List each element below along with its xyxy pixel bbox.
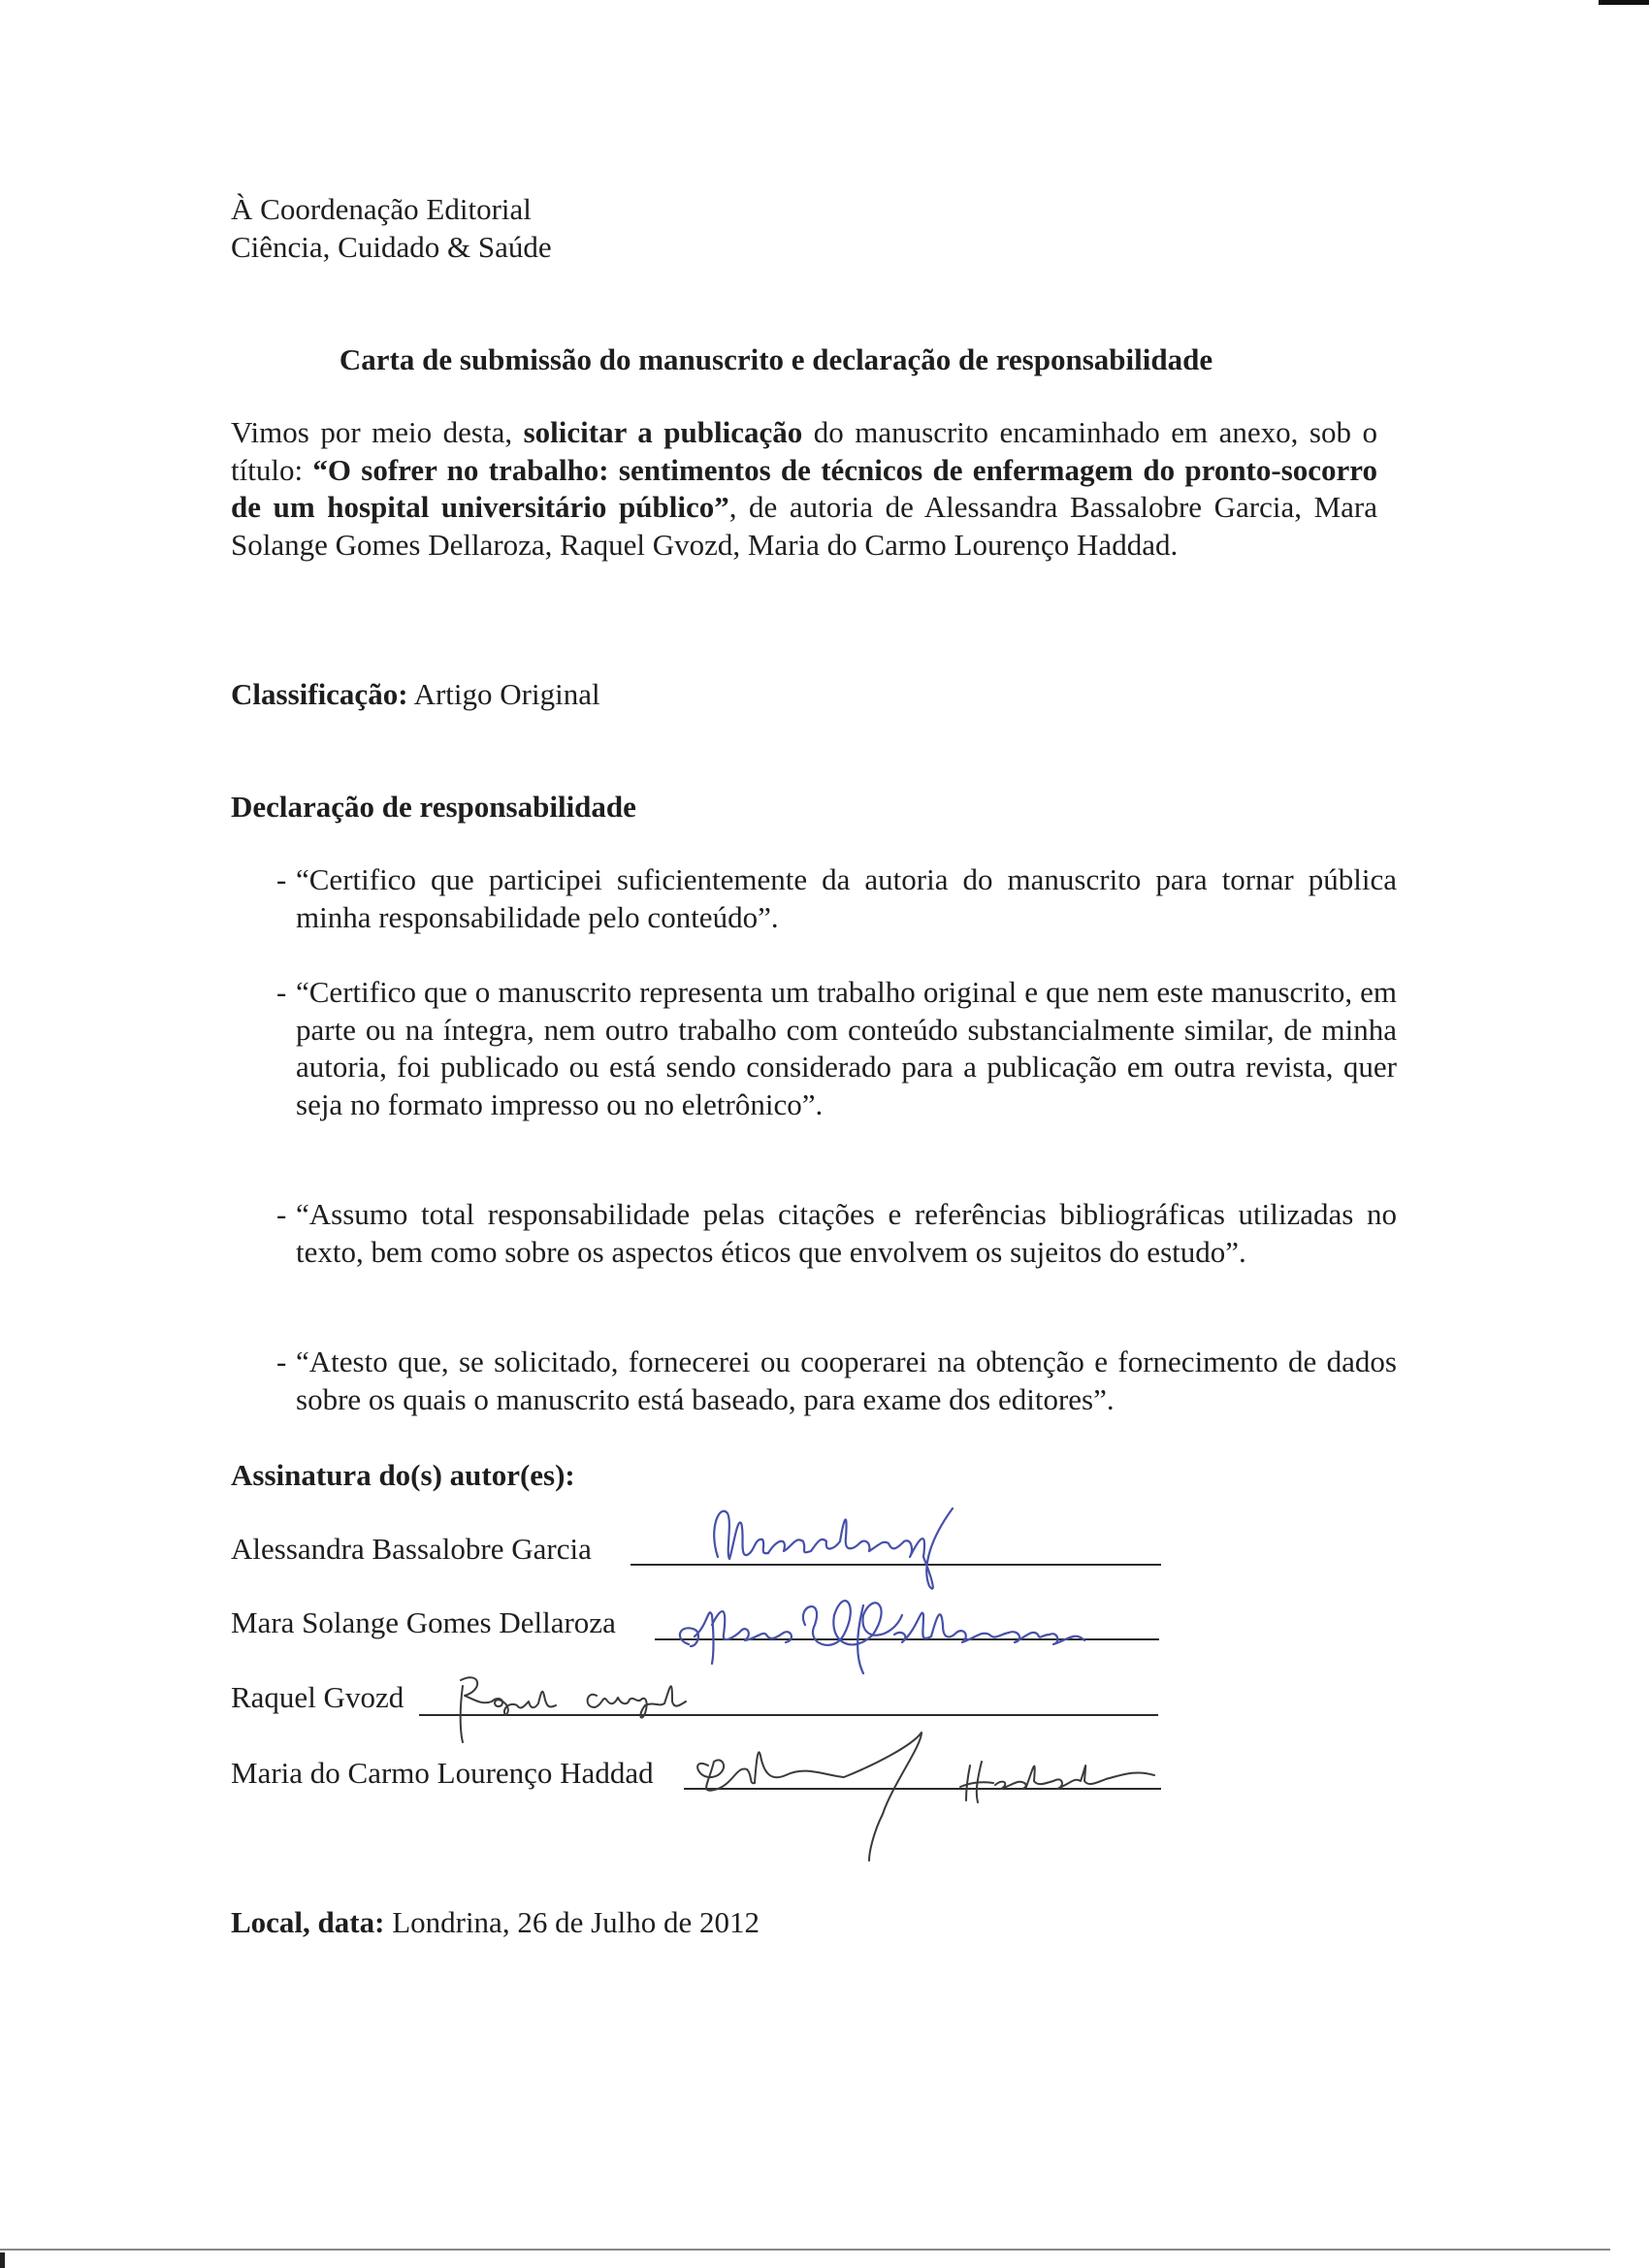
signature-stroke: [714, 1508, 953, 1589]
recipient-line-1: À Coordenação Editorial: [231, 192, 532, 226]
declaration-item-text: “Atesto que, se solicitado, fornecerei ou cooperarei na obtenção e fornecimento de dados sobre os quais o manuscrito está baseado, para exame dos editores”.: [296, 1345, 1397, 1416]
place-date-value: Londrina, 26 de Julho de 2012: [384, 1905, 760, 1939]
signature-stroke: [697, 1733, 1154, 1861]
scan-bottom-edge: [0, 2249, 1610, 2251]
signature-stroke: [680, 1601, 1084, 1673]
intro-bold-request: solicitar a publicação: [523, 415, 803, 449]
place-date: [231, 1904, 760, 1941]
author-name: Alessandra Bassalobre Garcia: [231, 1532, 592, 1566]
declaration-item-text: “Assumo total responsabilidade pelas citações e referências bibliográficas utilizadas no texto, bem como sobre os aspectos éticos que envolvem os sujeitos do estudo”.: [296, 1197, 1397, 1269]
intro-text-1: Vimos por meio desta,: [231, 415, 524, 449]
author-name: Maria do Carmo Lourenço Haddad: [231, 1756, 654, 1790]
scan-bottom-mark: [0, 2252, 5, 2268]
manuscript-title: “O sofrer no trabalho: sentimentos de técnicos de enfermagem do pronto-socorro de um hospital universitário público”: [231, 452, 1377, 525]
bullet-dash: -: [276, 1345, 287, 1378]
author-name: Raquel Gvozd: [231, 1680, 404, 1714]
declaration-heading: Declaração de responsabilidade: [231, 790, 636, 824]
intro-text-3: , de autoria de Alessandra Bassalobre Garcia, Mara Solange Gomes Dellaroza, Raquel Gvozd, Maria do Carmo Lourenço Haddad.: [231, 490, 1377, 562]
declaration-item-text: “Certifico que participei suficientemente da autoria do manuscrito para tornar pública minha responsabilidade pelo conteúdo”.: [296, 862, 1397, 934]
signatures-heading: Assinatura do(s) autor(es):: [231, 1458, 575, 1492]
recipient-line-2: Ciência, Cuidado & Saúde: [231, 230, 552, 264]
author-name: Mara Solange Gomes Dellaroza: [231, 1605, 616, 1639]
intro-text-2: do manuscrito encaminhado em anexo, sob o título:: [231, 415, 1378, 487]
declaration-item-text: “Certifico que o manuscrito representa um trabalho original e que nem este manuscrito, em parte ou na íntegra, nem outro trabalho com conteúdo substancialmente similar, de minha autoria, foi publicado ou está sendo considerado para a publicação em outra revista, quer seja no formato impresso ou no eletrônico”.: [296, 975, 1397, 1121]
bullet-dash: -: [276, 1197, 287, 1231]
document-title: Carta de submissão do manuscrito e declaração de responsabilidade: [339, 342, 1213, 376]
intro-paragraph: [231, 414, 1377, 564]
bullet-dash: -: [276, 975, 287, 1009]
bullet-dash: -: [276, 862, 287, 896]
scan-corner-mark: [1599, 0, 1649, 5]
place-date-label: Local, data:: [231, 1905, 385, 1939]
signature-stroke: [461, 1677, 686, 1742]
classification-value: Artigo Original: [407, 677, 600, 711]
signature-maria: [679, 1727, 1261, 1863]
classification: [231, 676, 600, 713]
signature-mara: [669, 1586, 1212, 1683]
classification-label: Classificação:: [231, 677, 408, 711]
